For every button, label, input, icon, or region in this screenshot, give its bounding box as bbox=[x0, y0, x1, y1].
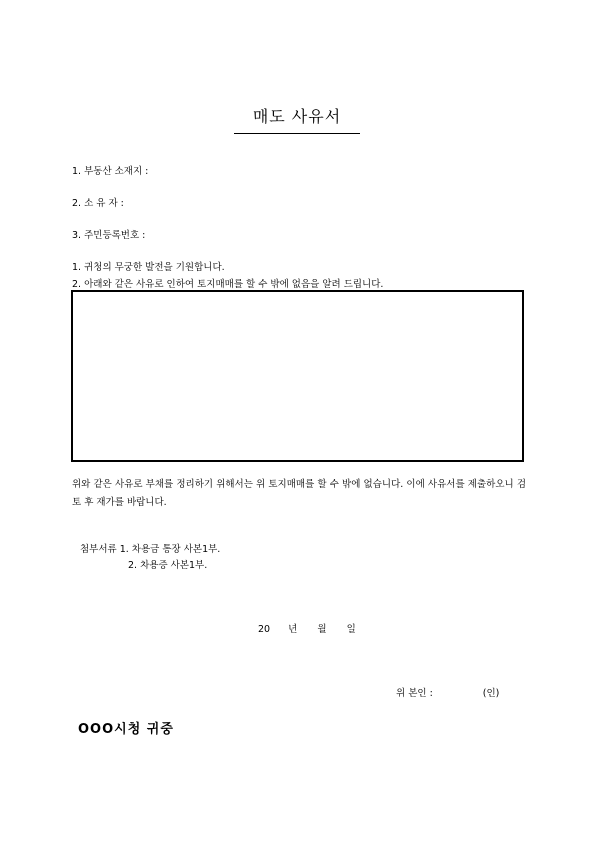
notice-line-1: 1. 귀청의 무궁한 발전을 기원합니다. bbox=[72, 262, 225, 273]
notice-line-2: 2. 아래와 같은 사유로 인하여 토지매매를 할 수 밖에 없음을 알려 드립니다. bbox=[72, 279, 384, 290]
signature-line bbox=[396, 685, 499, 699]
date-day: 일 bbox=[346, 624, 356, 635]
body-paragraph: 위와 같은 사유로 부채를 정리하기 위해서는 위 토지매매를 할 수 밖에 없습니다. 이에 사유서를 제출하오니 검토 후 재가를 바랍니다. bbox=[72, 479, 526, 508]
date-line bbox=[258, 621, 356, 635]
attachments-line-2: 2. 차용증 사본1부. bbox=[128, 560, 208, 571]
seal-mark: (인) bbox=[482, 688, 500, 699]
addressee: OOO시청 귀중 bbox=[78, 722, 174, 737]
attachments-line-1: 첨부서류 1. 차용금 통장 사본1부. bbox=[80, 544, 221, 555]
resident-number-label: 3. 주민등록번호 : bbox=[72, 230, 146, 241]
date-year: 년 bbox=[288, 624, 298, 635]
reason-box[interactable] bbox=[71, 290, 524, 462]
signature-label: 위 본인 : bbox=[396, 688, 433, 699]
date-prefix: 20 bbox=[258, 624, 271, 635]
property-location-label: 1. 부동산 소재지 : bbox=[72, 166, 149, 177]
date-month: 월 bbox=[317, 624, 327, 635]
page-title: 매도 사유서 bbox=[234, 104, 360, 134]
owner-label: 2. 소 유 자 : bbox=[72, 198, 124, 209]
